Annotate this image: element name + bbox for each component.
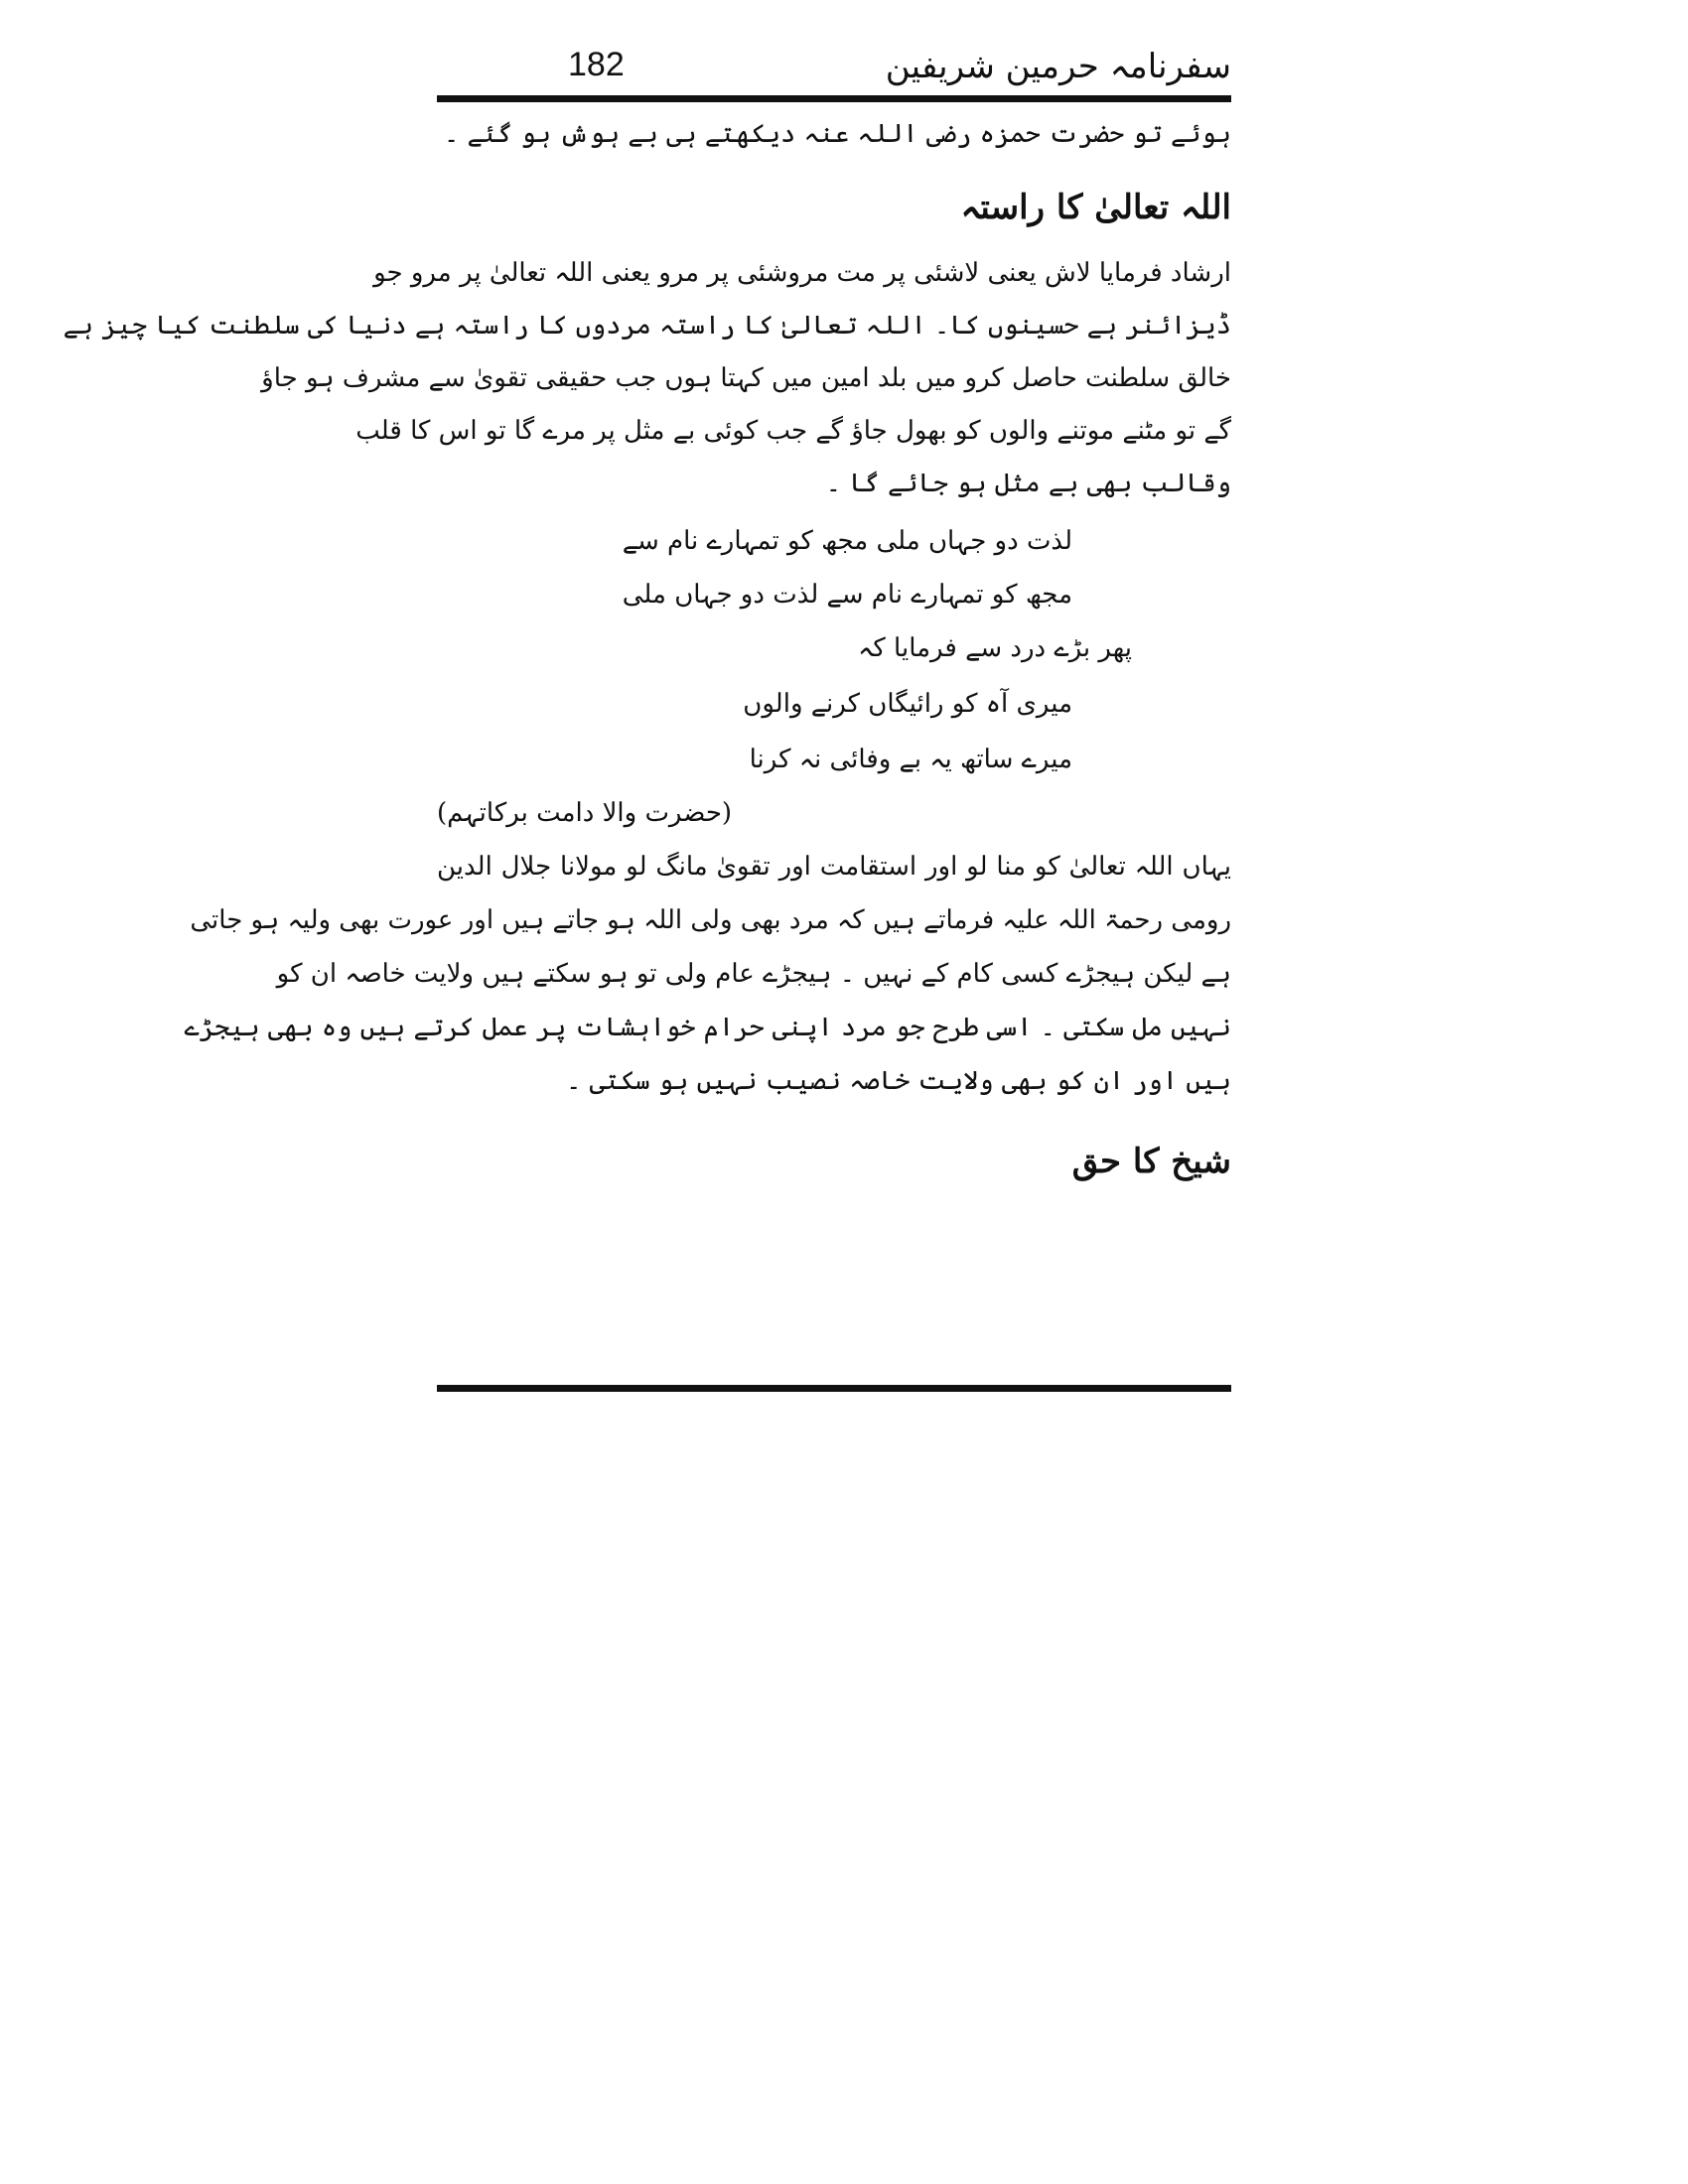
couplet-line: میرے ساتھ یہ بے وفائی نہ کرنا bbox=[749, 745, 1072, 774]
opening-line: ہوئے تو حضرت حمزہ رضی اللہ عنہ دیکھتے ہی بے ہوش ہو گئے ۔ bbox=[444, 119, 1231, 149]
footer-rule bbox=[437, 1385, 1231, 1392]
couplet-line: مجھ کو تمہارے نام سے لذت دو جہاں ملی bbox=[622, 580, 1072, 610]
page-number: 182 bbox=[568, 46, 625, 83]
header-rule bbox=[437, 95, 1231, 102]
couplet-line: میری آہ کو رائیگاں کرنے والوں bbox=[743, 689, 1072, 719]
intro-line: پھر بڑے درد سے فرمایا کہ bbox=[858, 633, 1132, 663]
paragraph-line: گے تو مٹنے موتنے والوں کو بھول جاؤ گے جب کوئی بے مثل پر مرے گا تو اس کا قلب bbox=[355, 416, 1231, 446]
paragraph-line: رومی رحمۃ اللہ علیہ فرماتے ہیں کہ مرد بھی ولی اللہ ہو جاتے ہیں اور عورت بھی ولیہ ہو جاتی bbox=[190, 905, 1231, 935]
paragraph-line: ہیں اور ان کو بھی ولایت خاصہ نصیب نہیں ہو سکتی ۔ bbox=[566, 1066, 1231, 1096]
paragraph-line: یہاں اللہ تعالیٰ کو منا لو اور استقامت اور تقویٰ مانگ لو مولانا جلال الدین bbox=[437, 852, 1231, 882]
attribution: (حضرت والا دامت برکاتہم) bbox=[437, 798, 733, 828]
page-header bbox=[437, 42, 1231, 91]
paragraph-line: نہیں مل سکتی ۔ اسی طرح جو مرد اپنی حرام خواہشات پر عمل کرتے ہیں وہ بھی ہیجڑے bbox=[184, 1013, 1231, 1042]
couplet-line: لذت دو جہاں ملی مجھ کو تمہارے نام سے bbox=[622, 526, 1072, 556]
book-title: سفرنامہ حرمین شریفین bbox=[885, 47, 1231, 86]
section-heading: شیخ کا حق bbox=[1071, 1142, 1231, 1181]
paragraph-line: ڈیزائنر ہے حسینوں کا۔ اللہ تعالیٰ کا راستہ مردوں کا راستہ ہے دنیا کی سلطنت کیا چیز ہے bbox=[63, 311, 1231, 341]
paragraph-line: ارشاد فرمایا لاش یعنی لاشئی پر مت مروشئی پر مرو یعنی اللہ تعالیٰ پر مرو جو bbox=[373, 258, 1231, 288]
paragraph-line: ہے لیکن ہیجڑے کسی کام کے نہیں ۔ ہیجڑے عام ولی تو ہو سکتے ہیں ولایت خاصہ ان کو bbox=[276, 959, 1231, 989]
section-heading: اللہ تعالیٰ کا راستہ bbox=[960, 188, 1231, 227]
paragraph-line: وقالب بھی بے مثل ہو جائے گا ۔ bbox=[825, 469, 1231, 498]
paragraph-line: خالق سلطنت حاصل کرو میں بلد امین میں کہتا ہوں جب حقیقی تقویٰ سے مشرف ہو جاؤ bbox=[261, 363, 1231, 393]
